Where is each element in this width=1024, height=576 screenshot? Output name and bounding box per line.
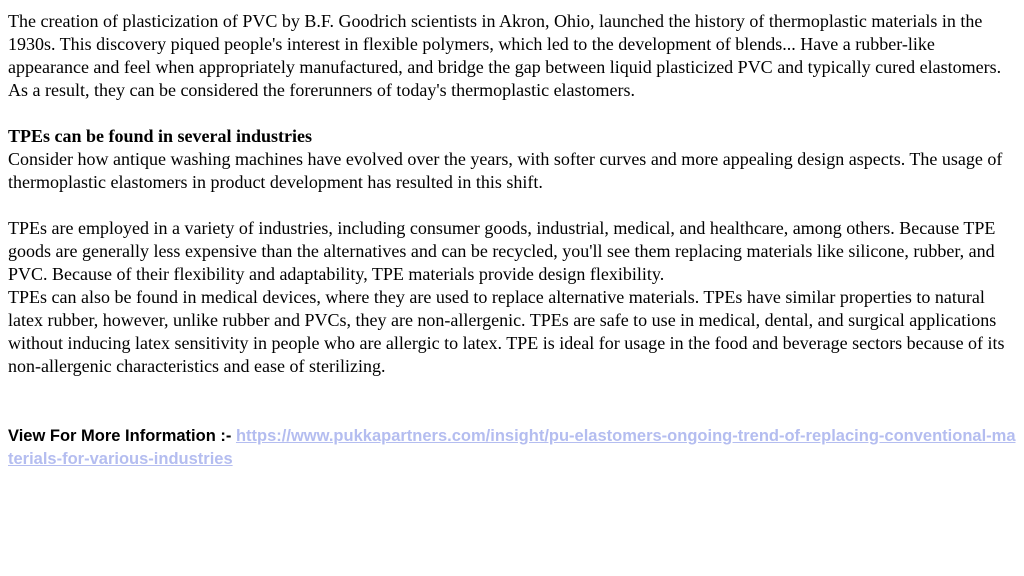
washing-machine-paragraph: Consider how antique washing machines have evolved over the years, with softer curves and more appealing design aspects. The usage of thermoplastic elastomers in product development has resulted in this shift. [8,149,1003,192]
more-info-link[interactable]: https://www.pukkapartners.com/insight/pu-elastomers-ongoing-trend-of-replacing-conventional-materials-for-various-industries [8,427,1016,468]
article-body [8,10,1020,378]
intro-paragraph: The creation of plasticization of PVC by B.F. Goodrich scientists in Akron, Ohio, launched the history of thermoplastic materials in the 1930s. This discovery piqued people's interest in flexible polymers, which led to the development of blends... Have a rubber-like appearance and feel when appropriately manufactured, and bridge the gap between liquid plasticized PVC and typically cured elastomers. As a result, they can be considered the forerunners of today's thermoplastic elastomers. [8,11,1002,100]
more-info-label: View For More Information :- [8,427,236,445]
paragraph-spacer [8,102,1020,125]
more-info-line [8,425,1020,471]
industries-paragraph: TPEs are employed in a variety of industries, including consumer goods, industrial, medical, and healthcare, among others. Because TPE goods are generally less expensive than the alternatives and can be recycled, you'll see them replacing materials like silicone, rubber, and PVC. Because of their flexibility and adaptability, TPE materials provide design flexibility. [8,218,996,284]
section-heading: TPEs can be found in several industries [8,126,313,146]
paragraph-spacer [8,194,1020,217]
medical-paragraph: TPEs can also be found in medical devices, where they are used to replace alternative materials. TPEs have similar properties to natural latex rubber, however, unlike rubber and PVCs, they are non-allergenic. TPEs are safe to use in medical, dental, and surgical applications without inducing latex sensitivity in people who are allergic to latex. TPE is ideal for usage in the food and beverage sectors because of its non-allergenic characteristics and ease of sterilizing. [8,287,1005,376]
